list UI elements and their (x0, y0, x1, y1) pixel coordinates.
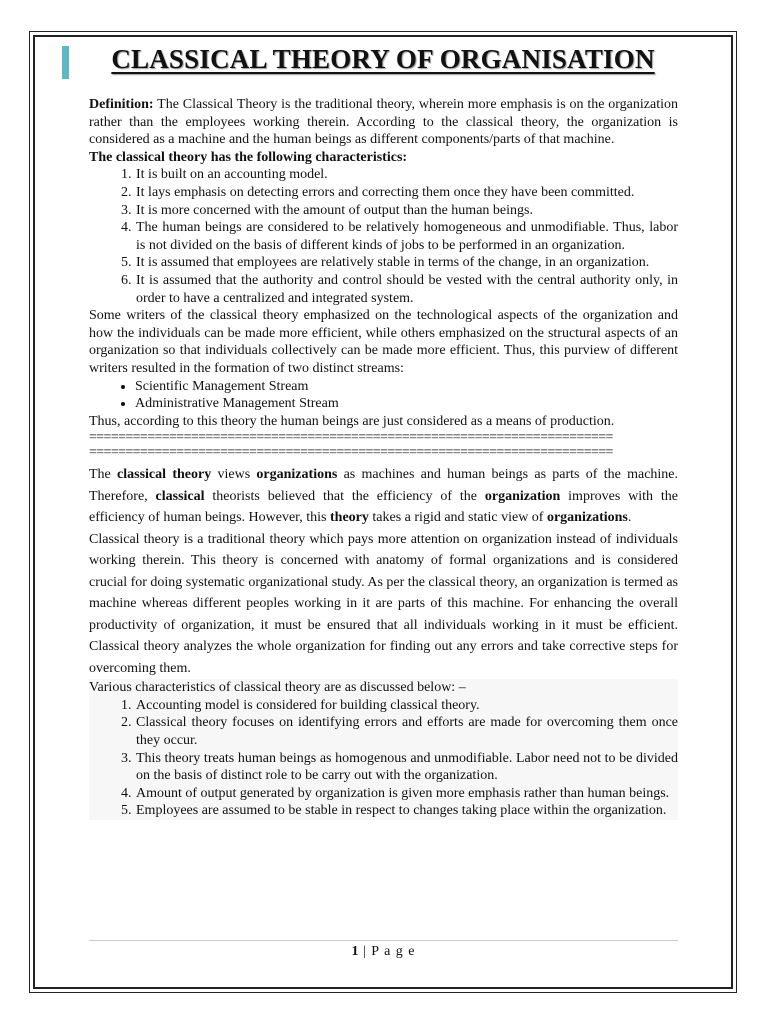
definition-label: Definition: (89, 97, 154, 112)
bold-run: classical theory (117, 467, 212, 483)
list-item: 3. This theory treats human beings as homogenous and unmodifiable. Labor need not to be divided on the basis of distinct role to be carry out with the organization. (135, 750, 678, 785)
document-body (89, 96, 678, 820)
text-run: takes a rigid and static view of (368, 510, 547, 526)
bold-run: classical (155, 488, 205, 504)
text-run: . (627, 510, 632, 526)
definition-text: The Classical Theory is the traditional theory, wherein more emphasis is on the organization rather than the employees working therein. According to the classical theory, the organization is considered as a machine and the human beings as different components/parts of that machine. (89, 97, 678, 148)
characteristics-heading: The classical theory has the following characteristics: (89, 149, 408, 165)
page-footer (89, 944, 678, 960)
list-item: 4. The human beings are considered to be relatively homogeneous and unmodifiable. Thus, labor is not divided on the basis of different kinds of jobs to be performed in an organization. (135, 219, 678, 254)
text-run: improves with the efficiency of human beings. However, this (89, 488, 678, 526)
definition-paragraph (89, 96, 678, 149)
bold-run: organizations (546, 510, 628, 526)
various-intro: Various characteristics of classical theory are as discussed below: – (89, 680, 466, 696)
list-item: • Administrative Management Stream (135, 395, 678, 413)
text-run: as machines and human beings as parts of the machine. Therefore, (89, 467, 679, 504)
list-item: 4. Amount of output generated by organization is given more emphasis rather than human beings. (135, 785, 678, 803)
bold-run: organizations (256, 467, 338, 483)
list-item: 3. It is more concerned with the amount of output than the human beings. (135, 202, 678, 220)
list-item: 2. Classical theory focuses on identifying errors and efforts are made for overcoming them once they occur. (135, 714, 678, 749)
footer-divider (89, 940, 678, 941)
conclusion-paragraph: Thus, according to this theory the human beings are just considered as a means of production. (89, 413, 615, 429)
streams-list (89, 378, 678, 413)
views-paragraph (89, 464, 678, 529)
second-section (89, 464, 678, 679)
text-run: theorists believed that the efficiency of the (204, 488, 485, 504)
list-item: 5. Employees are assumed to be stable in respect to changes taking place within the organization. (135, 802, 678, 820)
separator-line: ======================================================================== (89, 430, 613, 446)
page-label: | P a g e (358, 944, 416, 959)
traditional-paragraph: Classical theory is a traditional theory which pays more attention on organization instead of individuals working therein. This theory is concerned with anatomy of formal organizations and is considered crucial for doing systematic organizational study. As per the classical theory, an organization is termed as machine whereas different peoples working in it are parts of this machine. For enhancing the overall productivity of organization, it must be ensured that all individuals working in it must be efficient. Classical theory analyzes the whole organization for finding out any errors and take corrective steps for overcoming them. (89, 531, 678, 676)
bold-run: organization (484, 488, 561, 504)
list-item: 1. Accounting model is considered for building classical theory. (135, 697, 678, 715)
list-item: • Scientific Management Stream (135, 378, 678, 396)
text-run: views (211, 467, 257, 483)
page-title: CLASSICAL THEORY OF ORGANISATION (111, 44, 655, 74)
list-item: 1. It is built on an accounting model. (135, 166, 678, 184)
text-run: The (89, 467, 118, 483)
title-accent-bar (62, 46, 69, 79)
separator-line: ======================================================================== (89, 445, 613, 461)
various-characteristics-section (89, 679, 678, 820)
bold-run: theory (330, 510, 369, 526)
various-characteristics-list (89, 697, 678, 820)
page-number: 1 (351, 944, 359, 959)
list-item: 5. It is assumed that employees are relatively stable in terms of the change, in an organization. (135, 254, 678, 272)
list-item: 2. It lays emphasis on detecting errors and correcting them once they have been committed. (135, 184, 678, 202)
characteristics-list (89, 166, 678, 307)
list-item: 6. It is assumed that the authority and control should be vested with the central authority only, in order to have a centralized and integrated system. (135, 272, 678, 307)
streams-intro-paragraph: Some writers of the classical theory emphasized on the technological aspects of the organization and how the individuals can be made more efficient, while others emphasized on the structural aspects of an organization so that individuals collectively can be made more efficient. Thus, this purview of different writers resulted in the formation of two distinct streams: (89, 308, 678, 376)
